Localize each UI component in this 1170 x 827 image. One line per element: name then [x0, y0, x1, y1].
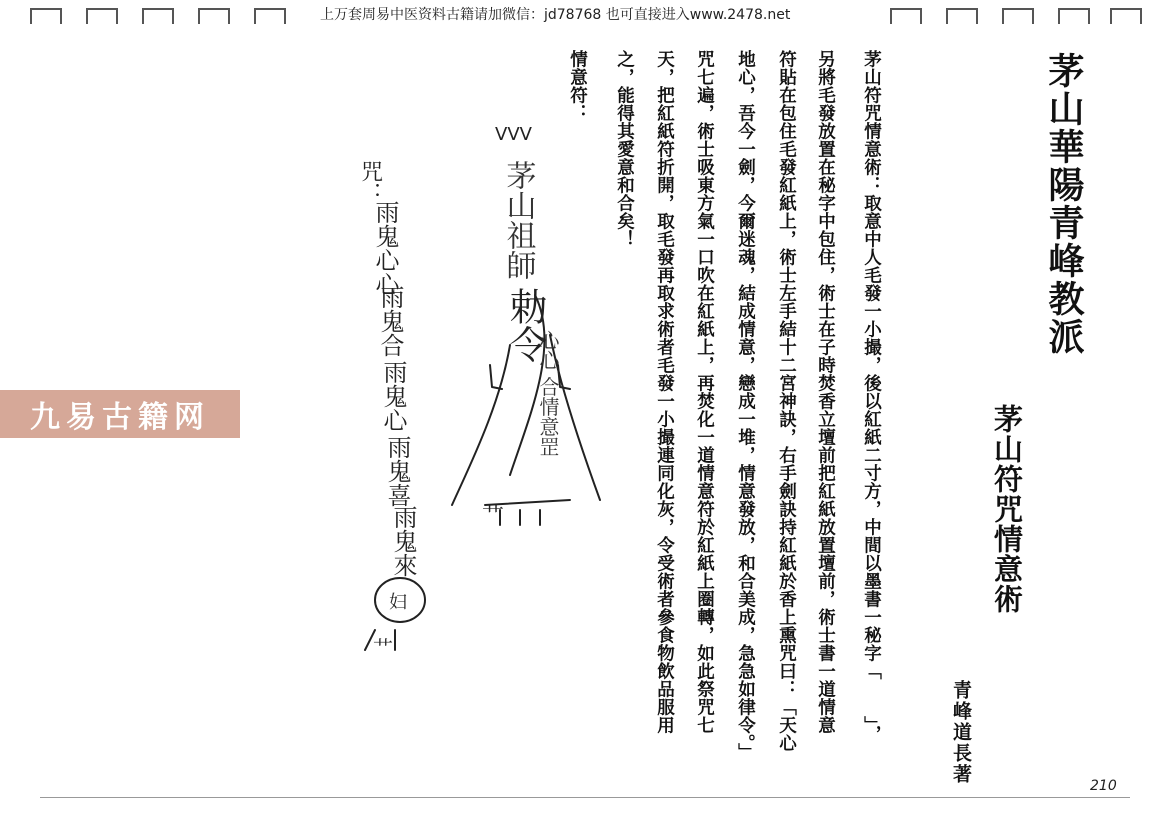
- watermark-logo: 九易古籍网: [0, 390, 240, 438]
- page-number: 210: [1090, 778, 1117, 794]
- talisman-main: [440, 115, 615, 530]
- side-circle-char: 妇: [389, 592, 407, 613]
- page-title: 茅山華陽青峰教派: [1043, 52, 1085, 356]
- talisman-tail: 艹: [482, 504, 505, 529]
- page-subtitle: 茅山符咒情意術: [990, 404, 1024, 614]
- talisman-line1: 茅山祖師: [500, 160, 536, 280]
- side-mantra-char: 雨鬼心心: [371, 200, 399, 296]
- body-column: 咒七遍，術士吸東方氣一口吹在紅紙上，再焚化一道情意符於紅紙上圈轉，如此祭咒七: [694, 50, 715, 734]
- author: 青峰道長著: [950, 680, 972, 785]
- talisman-checkmarks: VVV: [495, 124, 532, 145]
- talisman-side: [335, 140, 450, 660]
- bottom-rule: [40, 797, 1130, 798]
- header-banner: 上万套周易中医资料古籍请加微信：jd78768 也可直接进入www.2478.net: [318, 4, 792, 24]
- side-mantra-char: 雨鬼心: [379, 360, 407, 432]
- side-mantra-label: 咒：: [357, 160, 383, 204]
- body-column: 地心，吾今一劍，今爾迷魂，結成情意，戀成一堆，情意發放，和合美成，急急如律令。」: [735, 50, 756, 762]
- side-tail: 艹: [373, 636, 393, 660]
- side-mantra-char: 雨鬼合: [376, 285, 404, 357]
- body-column: 天，把紅紙符折開，取毛發再取求術者毛發一小撮連同化灰，令受術者參食物飲品服用: [654, 50, 675, 734]
- side-mantra-char: 雨鬼喜: [383, 435, 411, 507]
- side-mantra-char: 雨鬼來: [389, 505, 417, 577]
- talisman-line2: 心心 合情意罡: [536, 330, 560, 457]
- body-column: 之，能得其愛意和合矣！: [614, 50, 635, 248]
- talisman-label: 情意符：: [567, 50, 588, 122]
- body-column: 茅山符咒情意術：取意中人毛發一小撮，後以紅紙二寸方，中間以墨書一秘字「 」，: [861, 50, 882, 744]
- talisman-command: 勅令: [503, 287, 547, 363]
- body-column: 符貼在包住毛發紅紙上，術士左手結十二宮神訣，右手劍訣持紅紙於香上熏咒曰：「天心: [776, 50, 797, 752]
- body-column: 另將毛發放置在秘字中包住，術士在子時焚香立壇前把紅紙放置壇前，術士書一道情意: [815, 50, 836, 734]
